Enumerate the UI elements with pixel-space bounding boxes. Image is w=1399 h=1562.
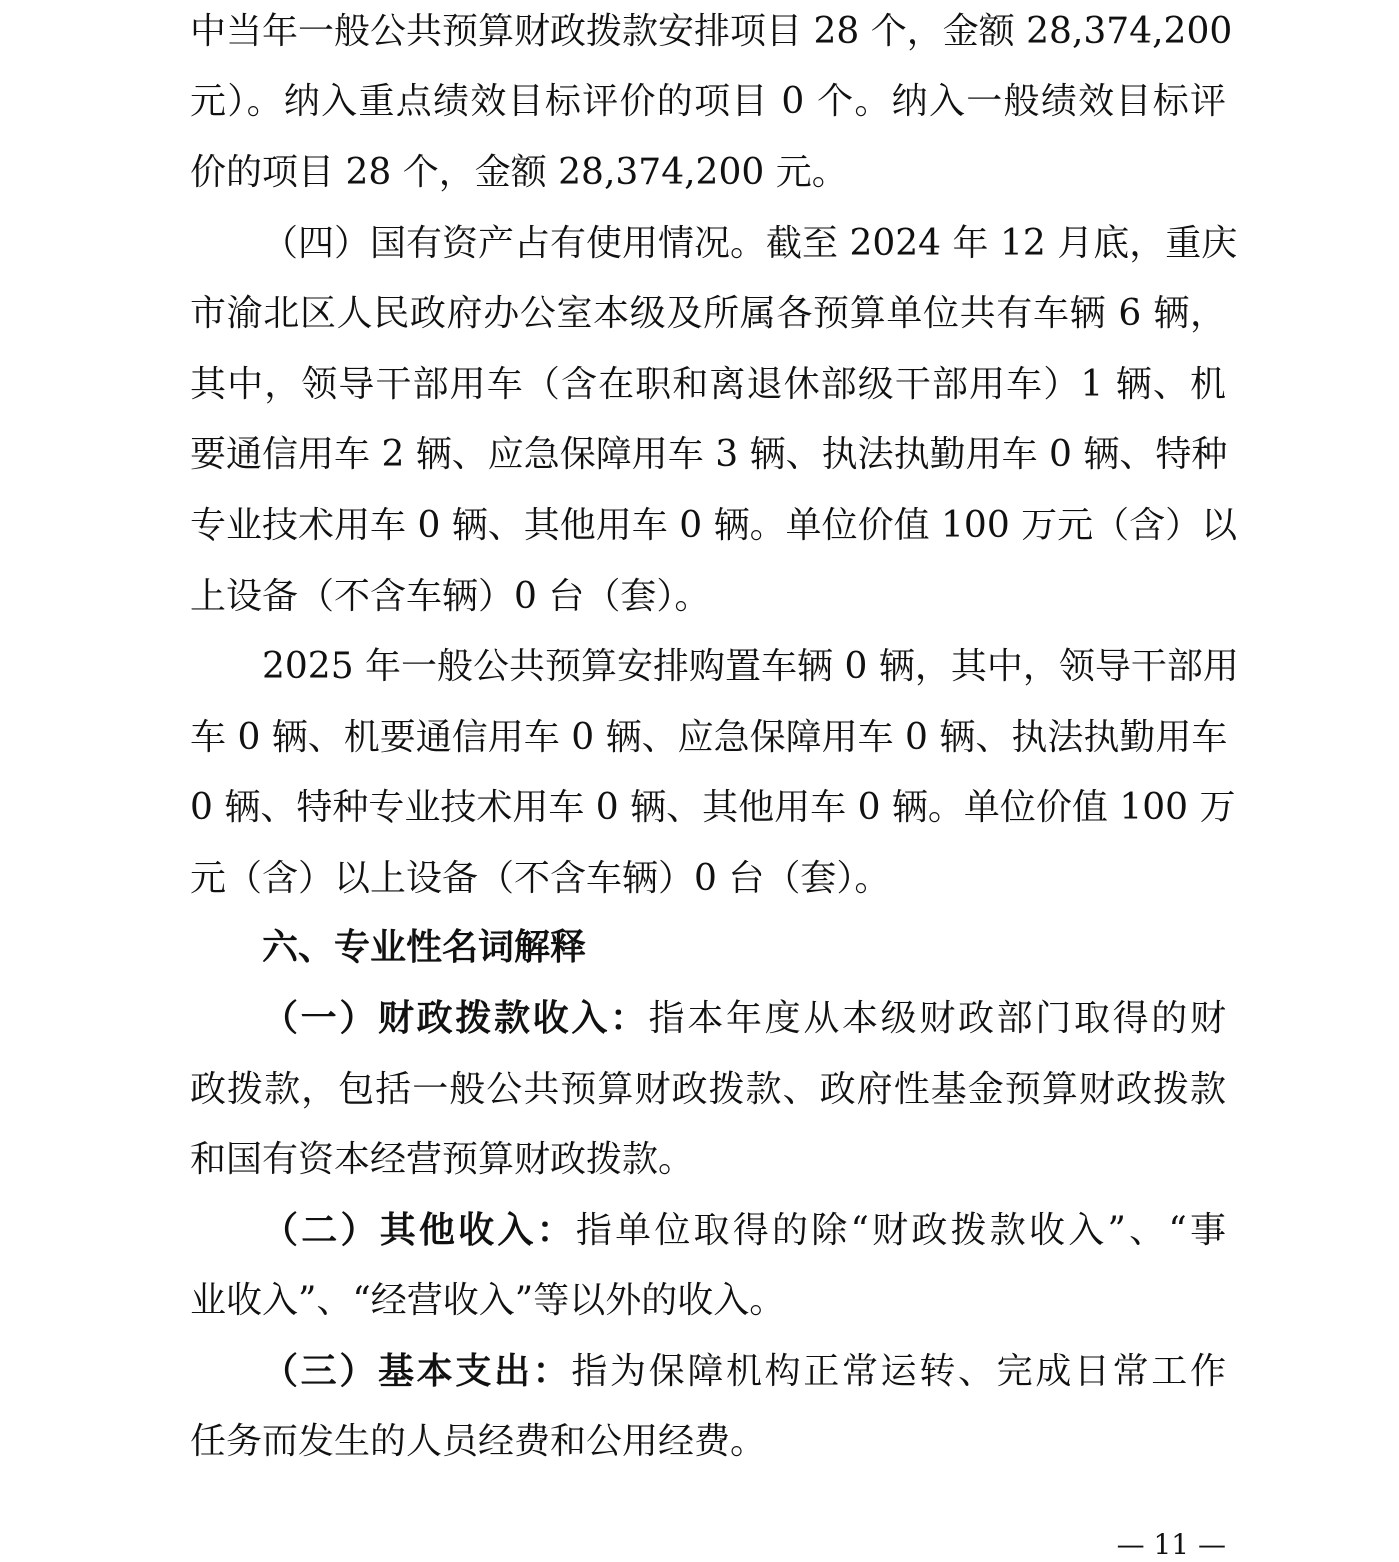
section-heading: 六、专业性名词解释: [262, 927, 587, 968]
paragraph-line: 中当年一般公共预算财政拨款安排项目 28 个，金额 28,374,200: [190, 11, 1233, 52]
term-definition: 指单位取得的除“财政拨款收入”、“事: [575, 1210, 1226, 1251]
paragraph-line: 专业技术用车 0 辆、其他用车 0 辆。单位价值 100 万元（含）以: [190, 505, 1238, 546]
paragraph-line: 车 0 辆、机要通信用车 0 辆、应急保障用车 0 辆、执法执勤用车: [190, 717, 1228, 758]
paragraph-line: 价的项目 28 个，金额 28,374,200 元。: [190, 152, 848, 193]
subsection-title: （四）国有资产占有使用情况。: [262, 223, 767, 264]
paragraph-first-line: [262, 222, 1238, 266]
paragraph-line: 其中，领导干部用车（含在职和离退休部级干部用车）1 辆、机: [190, 364, 1226, 405]
term-first-line: [262, 997, 1226, 1041]
paragraph-line: 政拨款，包括一般公共预算财政拨款、政府性基金预算财政拨款: [190, 1069, 1226, 1110]
paragraph-line: 元）。纳入重点绩效目标评价的项目 0 个。纳入一般绩效目标评: [190, 81, 1226, 122]
term-title: （三）基本支出：: [262, 1351, 572, 1392]
paragraph-line: 元（含）以上设备（不含车辆）0 台（套）。: [190, 858, 891, 899]
term-first-line: [262, 1209, 1226, 1253]
paragraph-line: 和国有资本经营预算财政拨款。: [190, 1139, 695, 1180]
paragraph-text: 截至 2024 年 12 月底，重庆: [766, 223, 1238, 264]
paragraph-line: 市渝北区人民政府办公室本级及所属各预算单位共有车辆 6 辆，: [190, 293, 1226, 334]
term-title: （一）财政拨款收入：: [262, 998, 649, 1039]
page-number: — 11 —: [1116, 1528, 1226, 1561]
paragraph-line: 任务而发生的人员经费和公用经费。: [190, 1421, 767, 1462]
term-title: （二）其他收入：: [262, 1210, 576, 1251]
term-definition: 指本年度从本级财政部门取得的财: [648, 998, 1226, 1039]
paragraph-line: 上设备（不含车辆）0 台（套）。: [190, 576, 711, 617]
paragraph-first-line: 2025 年一般公共预算安排购置车辆 0 辆，其中，领导干部用: [262, 646, 1239, 687]
paragraph-line: 0 辆、特种专业技术用车 0 辆、其他用车 0 辆。单位价值 100 万: [190, 787, 1236, 828]
term-first-line: [262, 1350, 1226, 1394]
term-definition: 指为保障机构正常运转、完成日常工作: [571, 1351, 1226, 1392]
paragraph-line: 业收入”、“经营收入”等以外的收入。: [190, 1280, 786, 1321]
paragraph-line: 要通信用车 2 辆、应急保障用车 3 辆、执法执勤用车 0 辆、特种: [190, 434, 1228, 475]
